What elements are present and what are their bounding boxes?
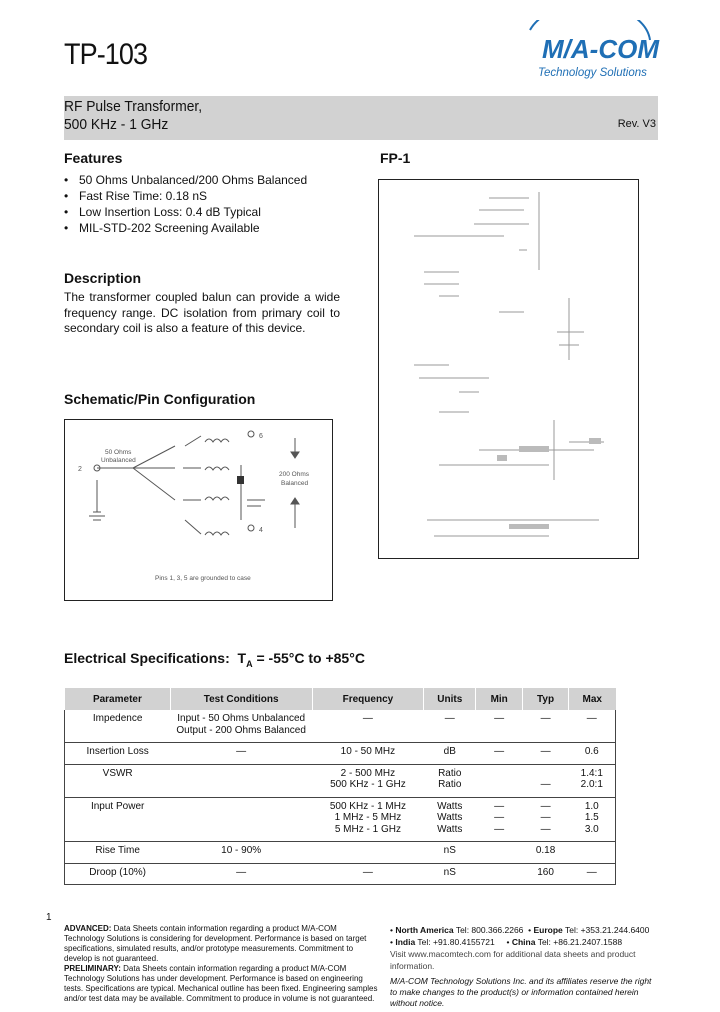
column-header: Min — [476, 688, 523, 710]
contact-row-1: • North America Tel: 800.366.2266 • Europe Tel: +353.21.244.6400 — [390, 925, 650, 935]
table-cell-param: VSWR — [65, 764, 171, 797]
feature-item: • MIL-STD-202 Screening Available — [64, 220, 307, 236]
label-50-ohms: 50 Ohms — [105, 449, 132, 456]
pin4-label: 4 — [259, 527, 263, 534]
feature-item: • Fast Rise Time: 0.18 nS — [64, 188, 307, 204]
part-number-title: TP-103 — [64, 38, 148, 71]
table-cell-typ: 160 — [523, 863, 569, 885]
table-cell-typ: 0.18 — [523, 842, 569, 864]
table-cell-max: — — [569, 863, 616, 885]
subtitle-line-2: 500 KHz - 1 GHz — [64, 116, 169, 133]
table-cell-units: dB — [424, 743, 476, 765]
schematic-heading: Schematic/Pin Configuration — [64, 391, 256, 407]
table-row — [65, 764, 616, 797]
table-cell-freq: 500 KHz - 1 MHz 1 MHz - 5 MHz 5 MHz - 1 GHz — [312, 797, 424, 842]
table-cell-units: — — [444, 713, 455, 724]
table-row — [65, 863, 616, 885]
features-list — [64, 172, 307, 236]
table-cell-freq: — — [362, 713, 373, 724]
schematic-drawing — [65, 420, 332, 600]
rights-note: M/A-COM Technology Solutions Inc. and its affiliates reserve the right to make changes to the product(s) or information contained herein without notice. — [390, 976, 652, 1008]
table-cell-max — [569, 842, 616, 864]
table-row — [65, 842, 616, 864]
pin6-label: 6 — [259, 433, 263, 440]
website-note[interactable]: Visit www.macomtech.com for additional data sheets and product information. — [390, 949, 636, 971]
package-outline-drawing — [379, 180, 638, 558]
table-cell-max: — — [569, 710, 616, 743]
logo-tagline-text: Technology Solutions — [538, 67, 647, 79]
table-cell-min — [476, 842, 523, 864]
electrical-heading-label: Electrical Specifications: — [64, 650, 230, 666]
table-cell-typ: — — — — [523, 797, 569, 842]
revision-label: Rev. V3 — [617, 118, 656, 130]
table-row — [65, 710, 616, 743]
feature-item: • 50 Ohms Unbalanced/200 Ohms Balanced — [64, 172, 307, 188]
table-cell-freq — [312, 842, 424, 864]
table-cell-units: Ratio Ratio — [424, 764, 476, 797]
package-heading: FP-1 — [380, 150, 411, 166]
column-header: Max — [569, 688, 616, 710]
macom-logo — [510, 20, 660, 84]
temperature-condition: $T_A = -55^\circ C$ to +85°C — [237, 650, 365, 669]
table-cell-min — [476, 764, 523, 797]
column-header: Frequency — [312, 688, 424, 710]
schematic-box — [64, 419, 333, 601]
table-cell-min: — — — — [476, 797, 523, 842]
table-cell-cond — [170, 764, 312, 797]
pin2-label: 2 — [78, 466, 82, 473]
table-cell-typ: — — [523, 764, 569, 797]
feature-item: • Low Insertion Loss: 0.4 dB Typical — [64, 204, 307, 220]
table-cell-min: — — [476, 743, 523, 765]
electrical-spec-heading — [64, 650, 365, 669]
description-heading: Description — [64, 270, 142, 286]
table-cell-units: Watts Watts Watts — [424, 797, 476, 842]
table-cell-max: 1.4:1 2.0:1 — [569, 764, 616, 797]
data-sheet-status-note: ADVANCED: Data Sheets contain information regarding a product M/A-COM Technology Solutions is considering for development. Performance is based on target specifications, simulated results, and/or prototype measurements. Commitment to develop is not guaranteed. PRELIMINARY: Data Sheets contain information regarding a product M/A-COM Technology Solutions has under development. Performance is based on engineering tests. Specifications are typical. Mechanical outline has been fixed. Engineering samples and/or test data may be available. Commitment to produce in volume is not guaranteed. — [64, 924, 378, 1003]
table-cell-cond — [170, 797, 312, 842]
grounded-pins-note: Pins 1, 3, 5 are grounded to case — [155, 575, 251, 582]
table-cell-cond: — — [170, 863, 312, 885]
package-outline-box — [378, 179, 639, 559]
table-cell-min — [476, 863, 523, 885]
logo-brand-text: M/A-COM — [542, 34, 659, 64]
table-cell-typ: — — [540, 713, 551, 724]
column-header: Typ — [523, 688, 569, 710]
table-cell-min: — — [494, 713, 505, 724]
table-cell-typ: — — [523, 743, 569, 765]
table-cell-cond: 10 - 90% — [170, 842, 312, 864]
column-header: Parameter — [65, 688, 171, 710]
table-cell-max: 1.0 1.5 3.0 — [569, 797, 616, 842]
subtitle-line-1: RF Pulse Transformer, — [64, 98, 203, 115]
table-cell-param: Input Power — [65, 797, 171, 842]
contact-row-2: • India Tel: +91.80.4155721 • China Tel: +86.21.2407.1588 — [390, 937, 623, 947]
column-header: Test Conditions — [170, 688, 312, 710]
table-cell-param: Insertion Loss — [65, 743, 171, 765]
description-text: The transformer coupled balun can provide a wide frequency range. DC isolation from primary coil to secondary coil is also a feature of this device. — [64, 290, 340, 335]
page-number: 1 — [46, 912, 52, 923]
label-200-ohms: 200 Ohms — [279, 471, 309, 478]
table-cell-param: Rise Time — [65, 842, 171, 864]
table-cell-max: 0.6 — [569, 743, 616, 765]
table-cell-units: nS — [424, 842, 476, 864]
table-cell-freq: — — [312, 863, 424, 885]
features-heading: Features — [64, 150, 123, 166]
table-cell-cond: — — [170, 743, 312, 765]
table-cell-units: nS — [424, 863, 476, 885]
column-header: Units — [424, 688, 476, 710]
table-cell-freq: 10 - 50 MHz — [312, 743, 424, 765]
table-header-row — [65, 688, 616, 710]
table-cell-param: Impedence — [65, 710, 171, 743]
table-cell-cond: Input - 50 Ohms Unbalanced Output - 200 Ohms Balanced — [176, 713, 306, 736]
electrical-spec-table — [64, 688, 616, 885]
table-row — [65, 797, 616, 842]
table-row — [65, 743, 616, 765]
product-subtitle — [64, 98, 202, 134]
table-cell-param: Droop (10%) — [65, 863, 171, 885]
contact-info — [390, 924, 660, 1009]
label-balanced: Balanced — [281, 480, 309, 487]
table-cell-freq: 2 - 500 MHz 500 KHz - 1 GHz — [312, 764, 424, 797]
label-unbalanced: Unbalanced — [101, 457, 136, 464]
